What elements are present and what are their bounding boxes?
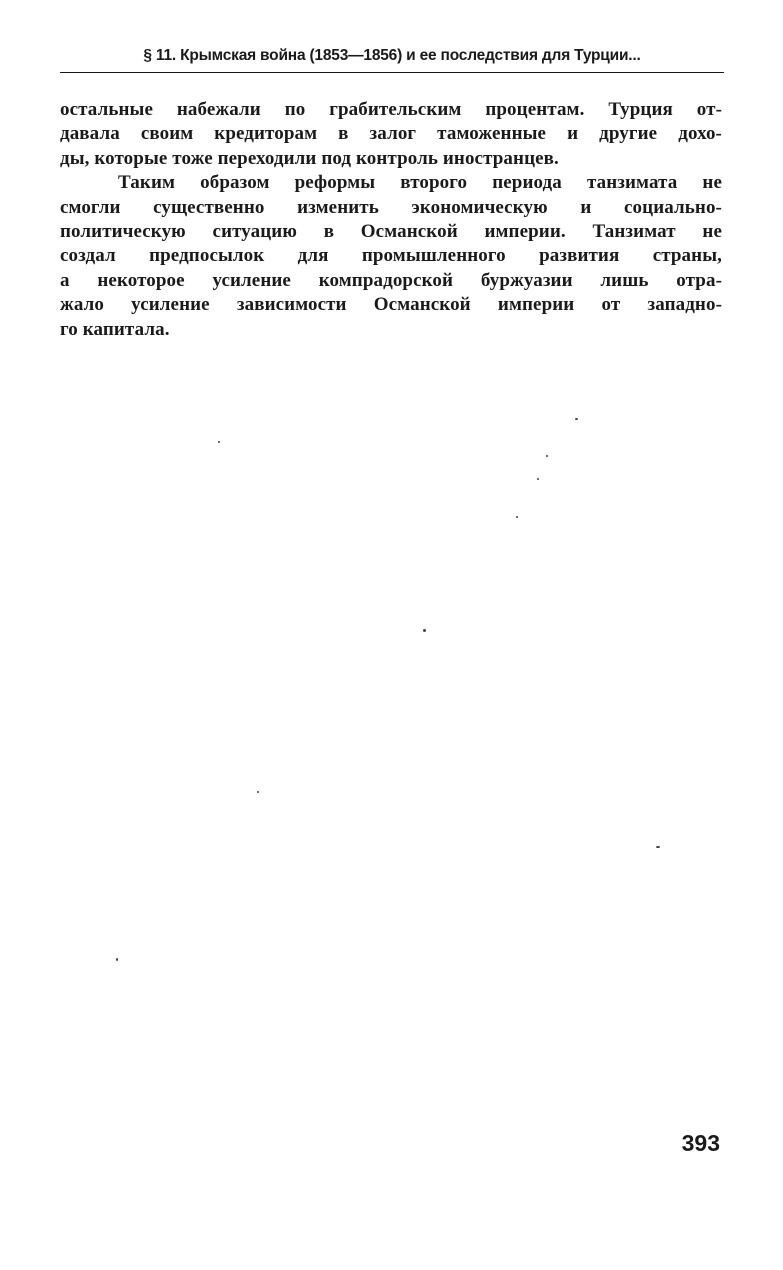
paragraph-2 (60, 171, 722, 342)
header-rule (60, 72, 724, 73)
text-line: а некоторое усиление компрадорской буржуазии лишь отра- (60, 269, 722, 291)
text-line: смогли существенно изменить экономическую и социально- (60, 196, 722, 218)
running-header: § 11. Крымская война (1853—1856) и ее последствия для Турции... (143, 47, 641, 64)
text-line: ды, которые тоже переходили под контроль иностранцев. (60, 147, 559, 169)
scan-speck (656, 846, 660, 848)
text-line: давала своим кредиторам в залог таможенные и другие дохо- (60, 123, 722, 145)
scan-speck (516, 516, 518, 518)
text-line: политическую ситуацию в Османской империи. Танзимат не (60, 221, 722, 243)
scan-speck (546, 455, 548, 457)
scan-speck (537, 478, 539, 480)
text-line: го капитала. (60, 318, 170, 340)
body-text (60, 98, 722, 342)
scan-speck (423, 629, 426, 632)
scan-speck (575, 418, 578, 420)
scan-speck (257, 791, 259, 793)
scan-speck (116, 958, 118, 961)
page-number: 393 (681, 1130, 720, 1156)
text-line: остальные набежали по грабительским процентам. Турция от- (60, 99, 722, 120)
text-line-indented: Таким образом реформы второго периода танзимата не (118, 172, 722, 194)
text-line: жало усиление зависимости Османской империи от западно- (60, 294, 722, 316)
scan-speck (218, 441, 220, 443)
paragraph-1 (60, 98, 722, 171)
text-line: создал предпосылок для промышленного развития страны, (60, 245, 722, 267)
